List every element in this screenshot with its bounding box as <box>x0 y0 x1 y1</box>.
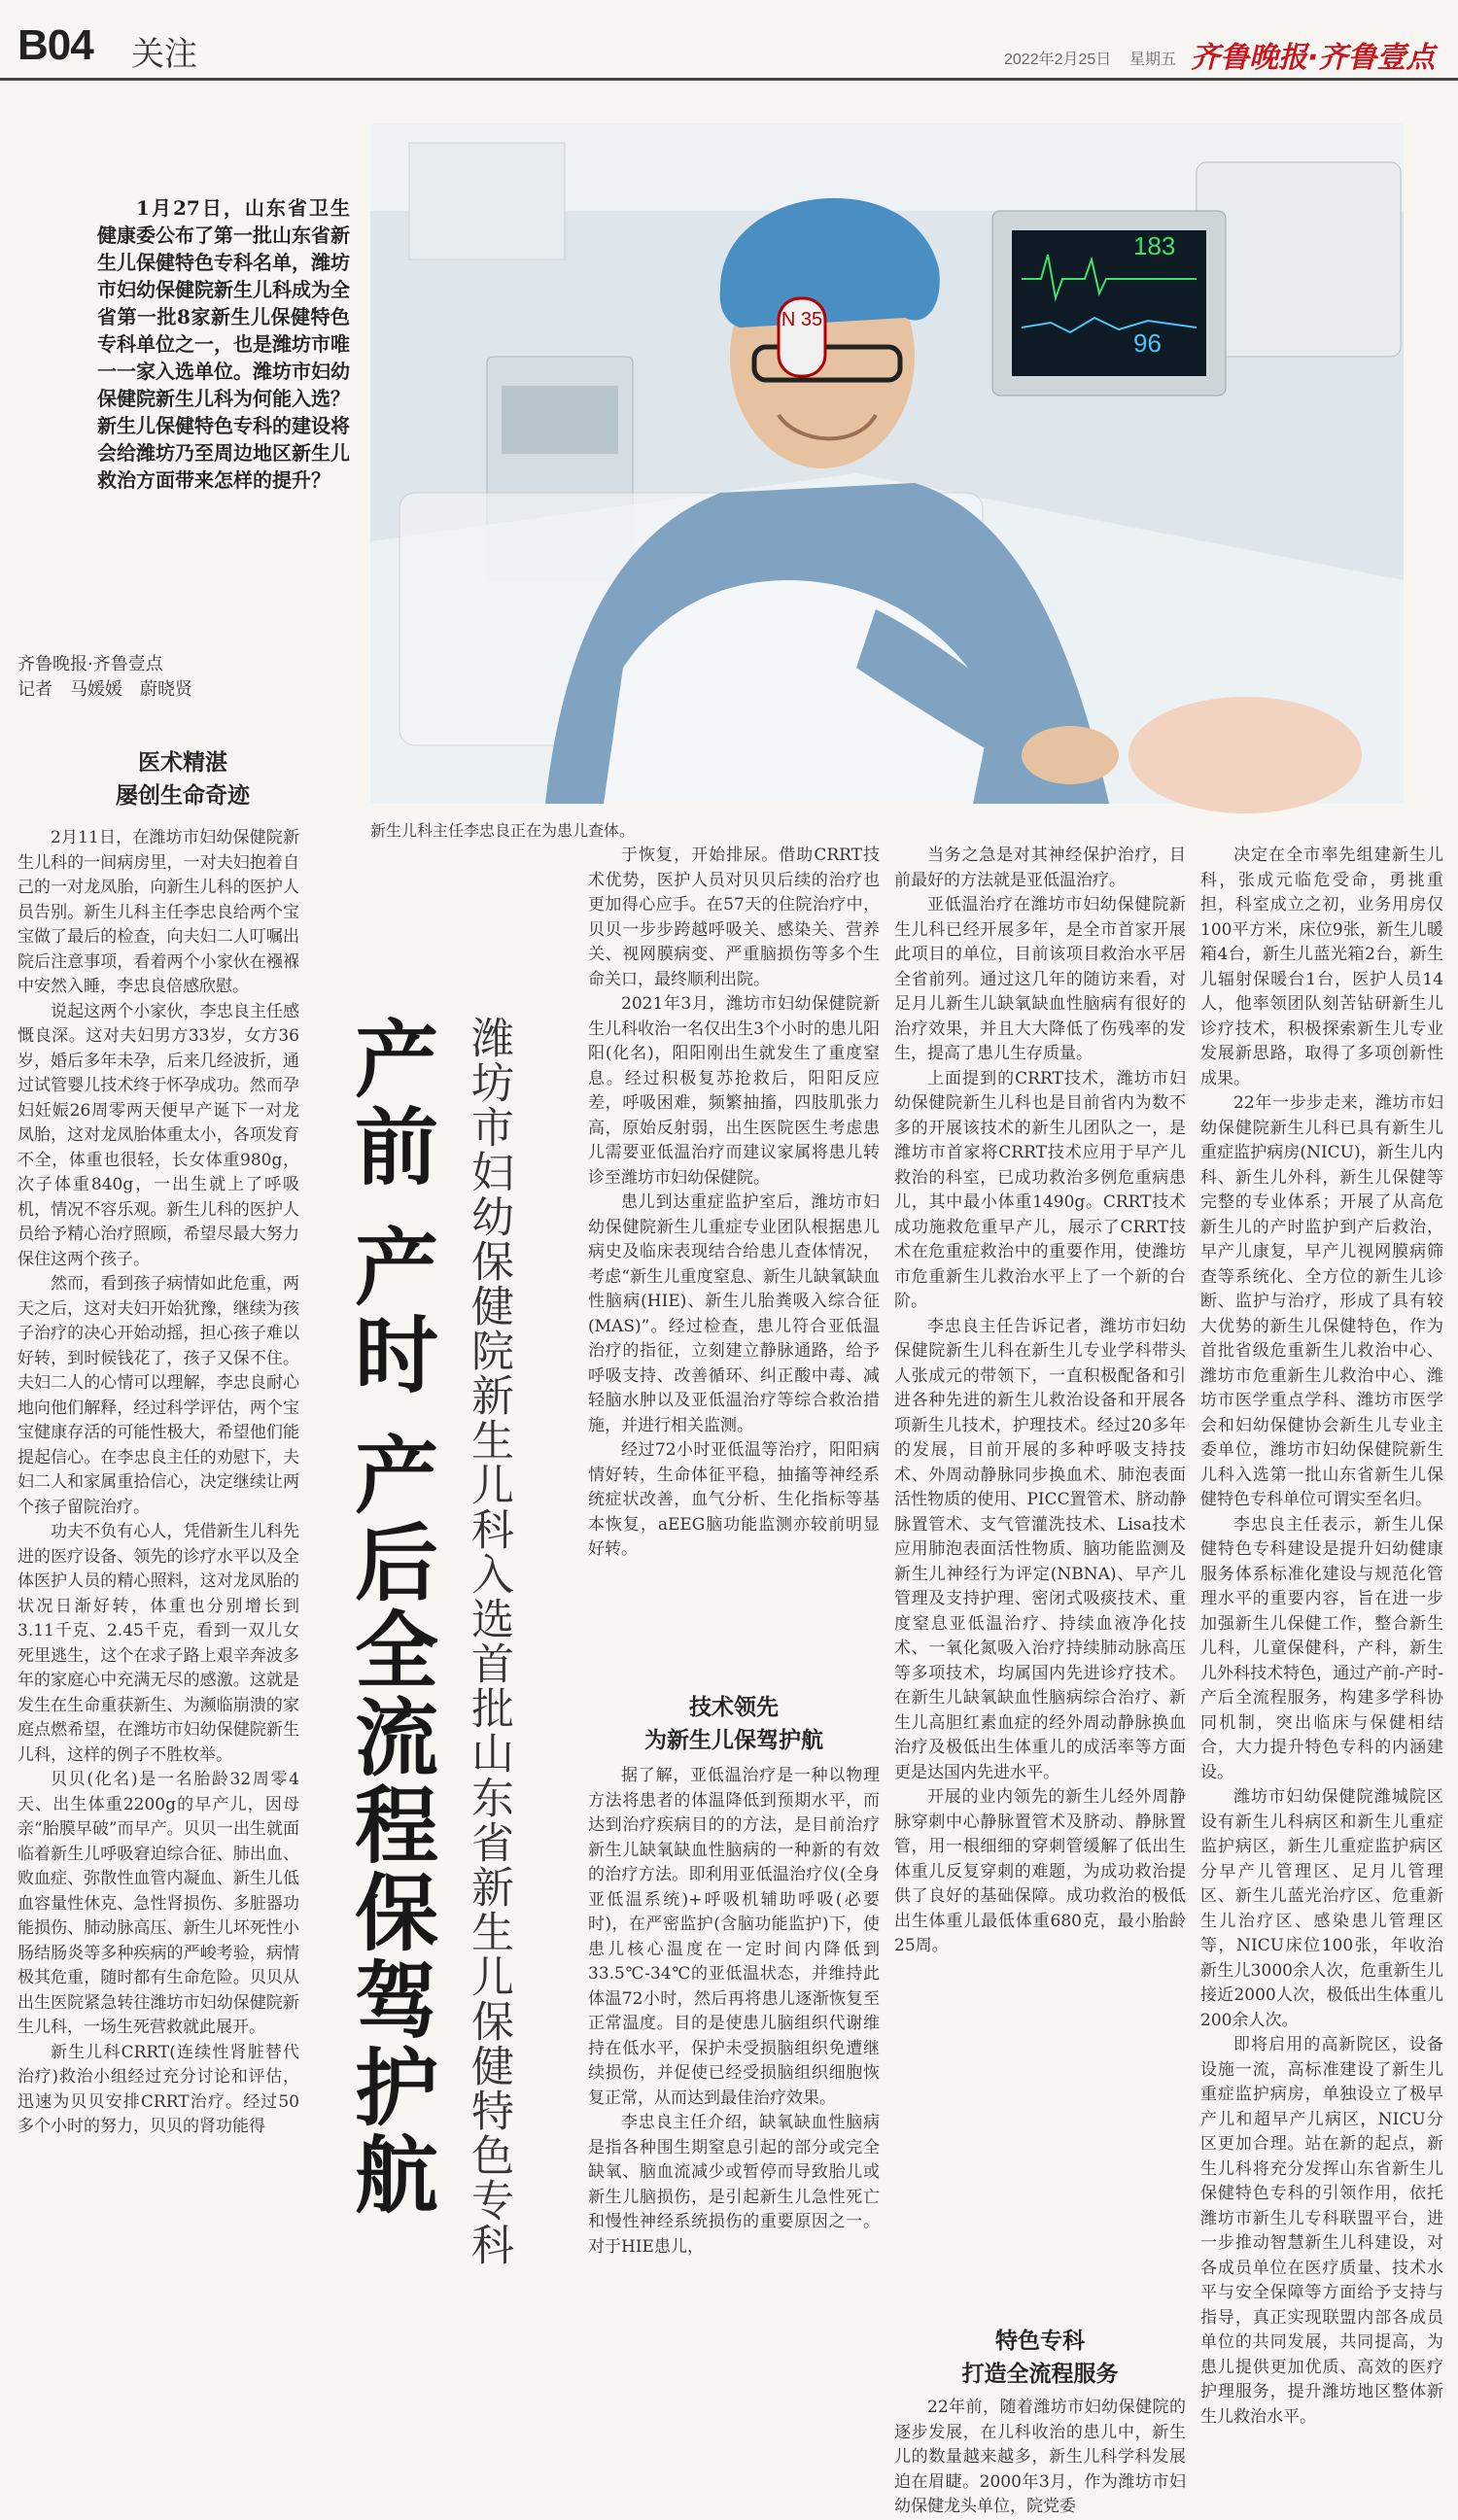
body-column-3-bottom <box>894 2396 1186 2516</box>
body-column-4 <box>1200 844 1443 2491</box>
photo-caption: 新生儿科主任李忠良正在为患儿查体。 <box>370 821 636 840</box>
newspaper-logo: 齐鲁晚报·齐鲁壹点 <box>1191 41 1436 75</box>
section-label: 关注 <box>131 35 197 74</box>
article-lead: 1月27日，山东省卫生健康委公布了第一批山东省新生儿保健特色专科名单，潍坊市妇幼保健院新生儿科成为全省第一批8家新生儿保健特色专科单位之一，也是潍坊市唯一一家入选单位。潍坊市妇幼保健院新生儿科为何能入选？新生儿保健特色专科的建设将会给潍坊乃至周边地区新生儿救治方面带来怎样的提升？ <box>97 196 350 492</box>
paragraph: 然而，看到孩子病情如此危重，两天之后，这对夫妇开始犹豫，继续为孩子治疗的决心开始动摇，担心孩子难以好转，到时候钱花了，孩子又保不住。夫妇二人的心情可以理解，李忠良耐心地向他们解释，经过科学评估，两个宝宝健康存活的可能性极大，希望他们能提起信心。在李忠良主任的劝慰下，夫妇二人和家属重拾信心，决定继续让两个孩子留院治疗。 <box>17 1274 299 1517</box>
paragraph: 经过72小时亚低温等治疗，阳阳病情好转，生命体征平稳，抽搐等神经系统症状改善，血气分析、生化指标等基本恢复，aEEG脑功能监测亦较前明显好转。 <box>588 1440 880 1559</box>
headline-subtitle: 潍坊市妇幼保健院新生儿科入选首批山东省新生儿保健特色专科 <box>464 1016 513 2267</box>
page-header <box>0 0 1458 76</box>
paragraph: 2月11日，在潍坊市妇幼保健院新生儿科的一间病房里，一对夫妇抱着自己的一对龙凤胎，向新生儿科的医护人员告别。新生儿科主任李忠良给两个宝宝做了最后的检查，向夫妇二人叮嘱出院后注意事项，看着两个小家伙在襁褓中安然入睡，李忠良倍感欣慰。 <box>17 828 299 996</box>
paragraph: 决定在全市率先组建新生儿科，张成元临危受命，勇挑重担，科室成立之初，业务用房仅100平方米，床位9张，新生儿暖箱4台，新生儿蓝光箱2台，新生儿辐射保暖台1台，医护人员14人，他率领团队刻苦钻研新生儿诊疗技术，积极探索新生儿专业发展新思路，取得了多项创新性成果。 <box>1200 846 1443 1088</box>
paragraph: 功夫不负有心人，凭借新生儿科先进的医疗设备、领先的诊疗水平以及全体医护人员的精心照料，这对龙凤胎的状况日渐好转，体重也分别增长到3.11千克、2.45千克，看到一双儿女死里逃生，这个在求子路上艰辛奔波多年的家庭心中充满无尽的感激。这就是发生在生命重获新生、为濒临崩溃的家庭点燃希望，在潍坊市妇幼保健院新生儿科，这样的例子不胜枚举。 <box>17 1522 299 1765</box>
byline-reporters: 记者 马媛媛 蔚晓贤 <box>17 679 192 700</box>
subhead-2-line2: 为新生儿保驾护航 <box>644 1727 823 1753</box>
byline-media: 齐鲁晚报·齐鲁壹点 <box>17 654 163 674</box>
issue-date: 2022年2月25日 <box>1004 52 1112 68</box>
subhead-1-line2: 屡创生命奇迹 <box>116 782 250 809</box>
paragraph: 潍坊市妇幼保健院潍城院区设有新生儿科病区和新生儿重症监护病区，新生儿重症监护病区分早产儿管理区、足月儿管理区、新生儿蓝光治疗区、危重新生儿治疗区、感染患儿管理区等，NICU床位100张，年收治新生儿3000余人次，危重新生儿接近2000人次，极低出生体重儿200余人次。 <box>1200 1787 1443 2030</box>
paragraph: 李忠良主任表示，新生儿保健特色专科建设是提升妇幼健康服务体系标准化建设与规范化管理水平的重要内容，旨在进一步加强新生儿保健工作，整合新生儿科，儿童保健科，产科，新生儿外科技术特色，通过产前-产时-产后全流程服务，构建多学科协同机制，突出临床与保健相结合，大力提升特色专科的内涵建设。 <box>1200 1514 1443 1782</box>
paragraph: 贝贝(化名)是一名胎龄32周零4天、出生体重2200g的早产儿，因母亲“胎膜早破”而早产。贝贝一出生就面临着新生儿呼吸窘迫综合征、肺出血、败血症、弥散性血管内凝血、新生儿低血容量性休克、急性肾损伤、多脏器功能损伤、肺动脉高压、新生儿坏死性小肠结肠炎等多种疾病的严峻考验，病情极其危重，随时都有生命危险。贝贝从出生医院紧急转往潍坊市妇幼保健院新生儿科，一场生死营救就此展开。 <box>17 1770 299 2037</box>
paragraph: 患儿到达重症监护室后，潍坊市妇幼保健院新生儿重症专业团队根据患儿病史及临床表现结合给患儿查体情况，考虑“新生儿重度窒息、新生儿缺氧缺血性脑病(HIE)、新生儿胎粪吸入综合征(MAS)”。经过检查，患儿符合亚低温治疗的指征，立刻建立静脉通路，给予呼吸支持、改善循环、纠正酸中毒、减轻脑水肿以及亚低温治疗等综合救治措施，并进行相关监测。 <box>588 1192 880 1435</box>
subhead-1 <box>17 746 348 812</box>
page-number: B04 <box>17 21 93 69</box>
body-column-3-top <box>894 844 1186 2311</box>
paragraph: 当务之急是对其神经保护治疗，目前最好的方法就是亚低温治疗。 <box>894 846 1186 890</box>
paragraph: 22年一步步走来，潍坊市妇幼保健院新生儿科已具有新生儿重症监护病房(NICU)，新生儿内科、新生儿外科，新生儿保健等完整的专业体系；开展了从高危新生儿的产时监护到产后救治，早产儿康复，早产儿视网膜病筛查等系统化、全方位的新生儿诊断、监护与治疗，形成了具有较大优势的新生儿保健特色，作为首批省级危重新生儿救治中心、潍坊市危重新生儿救治中心、潍坊市医学重点学科、潍坊市医学会和妇幼保健协会新生儿专业主委单位，潍坊市妇幼保健院新生儿科入选第一批山东省新生儿保健特色专科单位可谓实至名归。 <box>1200 1093 1443 1509</box>
subhead-3-line2: 打造全流程服务 <box>961 2361 1119 2387</box>
subhead-3-line1: 特色专科 <box>995 2328 1085 2354</box>
paragraph: 开展的业内领先的新生儿经外周静脉穿刺中心静脉置管术及脐动、静脉置管，用一根细细的穿刺管缓解了低出生体重儿反复穿刺的难题，为成功救治提供了良好的基础保障。成功救治的极低出生体重儿最低体重680克，最小胎龄25周。 <box>894 1787 1186 1955</box>
subhead-2 <box>588 1691 880 1757</box>
paragraph: 2021年3月，潍坊市妇幼保健院新生儿科收治一名仅出生3个小时的患儿阳阳(化名)，阳阳刚出生就发生了重度窒息。经过积极复苏抢救后，阳阳反应差，呼吸困难，频繁抽搐，四肢肌张力高，原始反射弱，出生医院医生考虑患儿需要亚低温治疗而建议家属将患儿转诊至潍坊市妇幼保健院。 <box>588 994 880 1188</box>
paragraph: 据了解，亚低温治疗是一种以物理方法将患者的体温降低到预期水平，而达到治疗疾病目的的方法，是目前治疗新生儿缺氧缺血性脑病的一种新的有效的治疗方法。即利用亚低温治疗仪(全身亚低温系统)+呼吸机辅助呼吸(必要时)，在严密监护(含脑功能监护)下，使患儿核心温度在一定时间内降低到33.5℃-34℃的亚低温状态，并维持此体温72小时，然后再将患儿逐渐恢复至正常温度。目的是使患儿脑组织代谢维持在低水平，保护未受损脑组织免遭继续损伤，并促使已经受损脑组织细胞恢复正常，从而达到最佳治疗效果。 <box>588 1766 880 2108</box>
incubator-tag: N 35 <box>781 309 823 330</box>
paragraph: 李忠良主任介绍，缺氧缺血性脑病是指各种围生期窒息引起的部分或完全缺氧、脑血流减少或暂停而导致胎儿或新生儿脑损伤，是引起新生儿急性死亡和慢性神经系统损伤的重要原因之一。对于HIE患儿， <box>588 2113 880 2257</box>
byline <box>17 652 348 703</box>
paragraph: 于恢复，开始排尿。借助CRRT技术优势，医护人员对贝贝后续的治疗也更加得心应手。在57天的住院治疗中，贝贝一步步跨越呼吸关、感染关、营养关、视网膜病变、严重脑损伤等多个生命关口，最终顺利出院。 <box>588 846 880 989</box>
paragraph: 亚低温治疗在潍坊市妇幼保健院新生儿科已经开展多年，是全市首家开展此项目的单位，目前该项目救治水平居全省前列。通过这几年的随访来看，对足月儿新生儿缺氧缺血性脑病有很好的治疗效果，并且大大降低了伤残率的发生，提高了患儿生存质量。 <box>894 895 1186 1063</box>
paragraph: 即将启用的高新院区，设备设施一流，高标准建设了新生儿重症监护病房，单独设立了极早产儿和超早产儿病区，NICU分区更加合理。站在新的起点，新生儿科将充分发挥山东省新生儿保健特色专科的引领作用，依托潍坊市新生儿专科联盟平台，进一步推动智慧新生儿科建设，对各成员单位在医疗质量、技术水平与安全保障等方面给予支持与指导，真正实现联盟内部各成员单位的共同发展，共同提高，为患儿提供更加优质、高效的医疗护理服务，提升潍坊地区整体新生儿救治水平。 <box>1200 2035 1443 2427</box>
subhead-3 <box>894 2325 1186 2391</box>
body-column-1 <box>17 826 299 2488</box>
body-column-2-top <box>588 844 880 1718</box>
paragraph: 李忠良主任告诉记者，潍坊市妇幼保健院新生儿科在新生儿专业学科带头人张成元的带领下，一直积极配备和引进各种先进的新生儿救治设备和开展各项新生儿技术，护理技术。经过20多年的发展，目前开展的多种呼吸支持技术、外周动静脉同步换血术、肺泡表面活性物质的使用、PICC置管术、脐动静脉置管术、支气管灌洗技术、Lisa技术应用肺泡表面活性物质、脑功能监测及新生儿神经行为评定(NBNA)、早产儿管理及支持护理、密闭式吸痰技术、重度窒息亚低温治疗、持续血液净化技术、一氧化氮吸入治疗持续肺动脉高压等多项技术，均属国内先进诊疗技术。在新生儿缺氧缺血性脑病综合治疗、新生儿高胆红素血症的经外周动静脉换血治疗及极低出生体重儿的成活率等方面更是达国内先进水平。 <box>894 1316 1186 1782</box>
monitor-spo2: 96 <box>1133 328 1162 358</box>
photo-illustration <box>370 123 1404 804</box>
issue-weekday: 星期五 <box>1129 50 1177 68</box>
paragraph: 22年前，随着潍坊市妇幼保健院的逐步发展，在儿科收治的患儿中，新生儿的数量越来越多，新生儿科学科发展迫在眉睫。2000年3月，作为潍坊市妇幼保健龙头单位，院党委 <box>894 2398 1186 2516</box>
article-photo <box>370 123 1404 804</box>
headline-title: 产前 产时 产后全流程保驾护航 <box>340 1016 438 2219</box>
header-divider <box>0 78 1458 81</box>
subhead-2-line1: 技术领先 <box>689 1694 779 1720</box>
monitor-heart-rate: 183 <box>1133 231 1176 260</box>
paragraph: 上面提到的CRRT技术，潍坊市妇幼保健院新生儿科也是目前省内为数不多的开展该技术的新生儿团队之一，是潍坊市首家将CRRT技术应用于早产儿救治的科室，已成功救治多例危重病患儿，其中最小体重1490g。CRRT技术成功施救危重早产儿，展示了CRRT技术在危重症救治中的重要作用，使潍坊市危重新生儿救治水平上了一个新的台阶。 <box>894 1068 1186 1311</box>
paragraph: 新生儿科CRRT(连续性肾脏替代治疗)救治小组经过充分讨论和评估，迅速为贝贝安排CRRT治疗。经过50多个小时的努力，贝贝的肾功能得 <box>17 2042 299 2136</box>
body-column-2-bottom <box>588 1764 880 2488</box>
subhead-1-line1: 医术精湛 <box>138 749 227 776</box>
paragraph: 说起这两个小家伙，李忠良主任感慨良深。这对夫妇男方33岁，女方36岁，婚后多年未孕，后来几经波折，通过试管婴儿技术终于怀孕成功。然而孕妇妊娠26周零两天便早产诞下一对龙凤胎，这对龙凤胎体重太小，各项发育不全，体重也很轻，长女体重980g，次子体重840g，一出生就上了呼吸机，情况不容乐观。新生儿科的医护人员给予精心治疗照顾，希望尽最大努力保住这两个孩子。 <box>17 1001 299 1269</box>
